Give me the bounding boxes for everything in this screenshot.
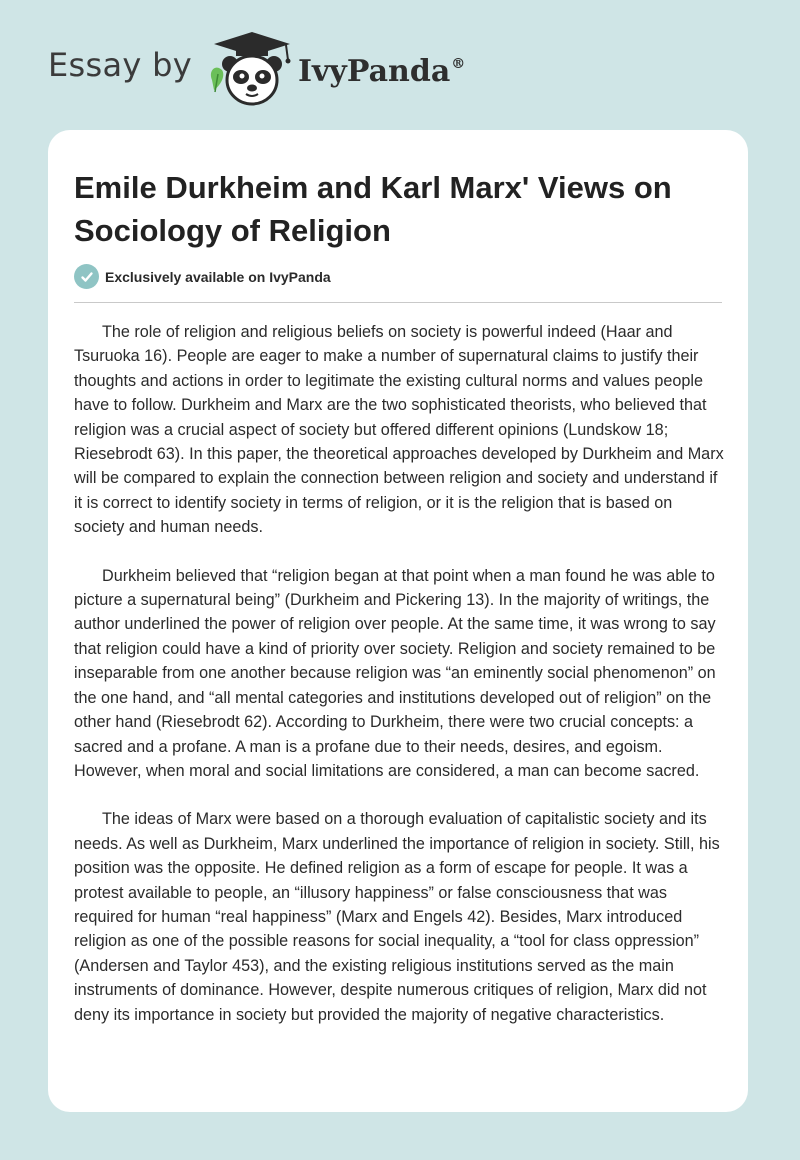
- trademark-symbol: ®: [451, 55, 466, 72]
- exclusive-label: Exclusively available on IvyPanda: [105, 268, 331, 285]
- check-icon: [74, 264, 99, 289]
- paragraph: The ideas of Marx were based on a thorough evaluation of capitalistic society and its needs. As well as Durkheim, Marx underlined the importance of religion in society. Still, his position was the opposite. He defined religion as a form of escape for people. It was a protest available to people, an “illusory happiness” or false consciousness that was required for human “real happiness” (Marx and Engels 42). Besides, Marx introduced religion as one of the possible reasons for social inequality, a “tool for class oppression” (Andersen and Taylor 453), and the existing religious institutions served as the main instruments of dominance. However, despite numerous critiques of religion, Marx did not deny its importance in society but provided the majority of negative characteristics.: [74, 810, 720, 1024]
- article-title: Emile Durkheim and Karl Marx' Views on Sociology of Religion: [74, 170, 672, 248]
- article-body: [74, 320, 726, 1051]
- exclusive-badge: [74, 264, 331, 289]
- panda-graduate-icon[interactable]: [206, 30, 298, 110]
- brand-name[interactable]: IvyPanda®: [297, 53, 466, 89]
- article-card: [48, 130, 748, 1112]
- divider: [74, 302, 722, 303]
- site-header: [48, 30, 465, 110]
- paragraph: The role of religion and religious beliefs on society is powerful indeed (Haar and Tsuruoka 16). People are eager to make a number of supernatural claims to justify their thoughts and actions in order to legitimate the existing cultural norms and values people have to follow. Durkheim and Marx are the two sophisticated theorists, who believed that religion was a crucial aspect of society but offered different opinions (Lundskow 18; Riesebrodt 63). In this paper, the theoretical approaches developed by Durkheim and Marx will be compared to explain the connection between religion and society and understand if it is correct to identify society in terms of religion, or it is the religion that is based on society and human needs.: [74, 323, 724, 537]
- paragraph: Durkheim believed that “religion began at that point when a man found he was able to picture a supernatural being” (Durkheim and Pickering 13). In the majority of writings, the author underlined the power of religion over people. At the same time, it was wrong to say that religion could have a kind of priority over society. Religion and society remained to be inseparable from one another because religion was “an eminently social phenomenon” on the one hand, and “all mental categories and institutions developed out of religion” on the other hand (Riesebrodt 62). According to Durkheim, there were two crucial concepts: a sacred and a profane. A man is a profane due to their needs, desires, and egoism. However, when moral and social limitations are considered, a man can become sacred.: [74, 566, 716, 780]
- essay-by-label: Essay by: [48, 46, 192, 84]
